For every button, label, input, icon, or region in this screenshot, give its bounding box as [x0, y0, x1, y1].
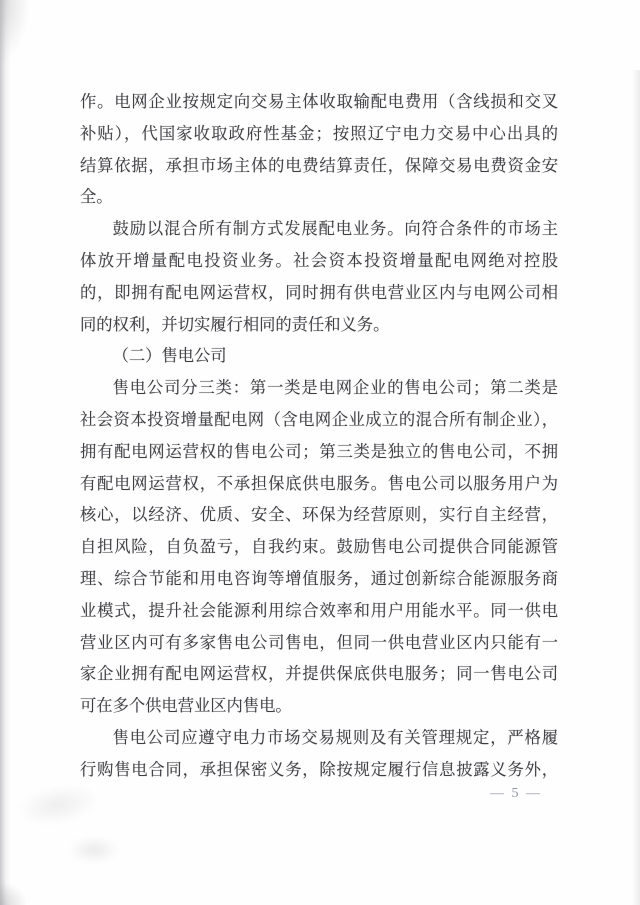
- text-line: 售电公司分三类：第一类是电网企业的售电公司；第二类是: [112, 378, 558, 398]
- text-line: 作。电网企业按规定向交易主体收取输配电费用（含线损和交叉: [80, 92, 558, 111]
- scan-shadow-right: [632, 70, 640, 905]
- text-line: 售电公司应遵守电力市场交易规则及有关管理规定，严格履: [112, 727, 558, 747]
- text-line: 社会资本投资增量配电网（含电网企业成立的混合所有制企业），: [80, 409, 558, 429]
- text-line: 家企业拥有配电网运营权，并提供保底供电服务；同一售电公司: [80, 664, 558, 684]
- scan-shadow-left: [0, 0, 11, 905]
- text-line: 可在多个供电营业区内售电。: [80, 696, 292, 716]
- text-line: 的，即拥有配电网运营权，同时拥有供电营业区内与电网公司相: [80, 282, 558, 302]
- text-line: 自担风险，自负盈亏，自我约束。鼓励售电公司提供合同能源管: [80, 537, 558, 557]
- scan-smudge: [13, 779, 102, 831]
- page-number: — 5 —: [490, 786, 542, 801]
- scan-smudge: [68, 836, 120, 864]
- text-line: 补贴），代国家收取政府性基金；按照辽宁电力交易中心出具的: [80, 123, 558, 143]
- text-line: 同的权利，并切实履行相同的责任和义务。: [80, 314, 390, 334]
- scan-shadow-bottom-left: [0, 883, 26, 905]
- text-line: 行购售电合同，承担保密义务，除按规定履行信息披露义务外，: [80, 759, 558, 779]
- section-heading: （二）售电公司: [112, 346, 227, 366]
- text-line: 体放开增量配电投资业务。社会资本投资增量配电网绝对控股: [80, 250, 558, 270]
- text-line: 鼓励以混合所有制方式发展配电业务。向符合条件的市场主: [112, 219, 558, 239]
- text-line: 拥有配电网运营权的售电公司；第三类是独立的售电公司，不拥: [80, 441, 558, 461]
- text-line: 结算依据，承担市场主体的电费结算责任，保障交易电费资金安: [80, 155, 558, 175]
- text-line: 营业区内可有多家售电公司售电，但同一供电营业区内只能有一: [80, 632, 558, 652]
- scan-shadow-top-left: [0, 0, 30, 64]
- text-line: 有配电网运营权，不承担保底供电服务。售电公司以服务用户为: [80, 473, 558, 493]
- text-line: 核心，以经济、优质、安全、环保为经营原则，实行自主经营，: [80, 505, 558, 525]
- text-line: 全。: [80, 187, 113, 207]
- document-body: [80, 86, 558, 786]
- text-line: 业模式，提升社会能源利用综合效率和用户用能水平。同一供电: [80, 600, 558, 620]
- text-line: 理、综合节能和用电咨询等增值服务，通过创新综合能源服务商: [80, 568, 558, 588]
